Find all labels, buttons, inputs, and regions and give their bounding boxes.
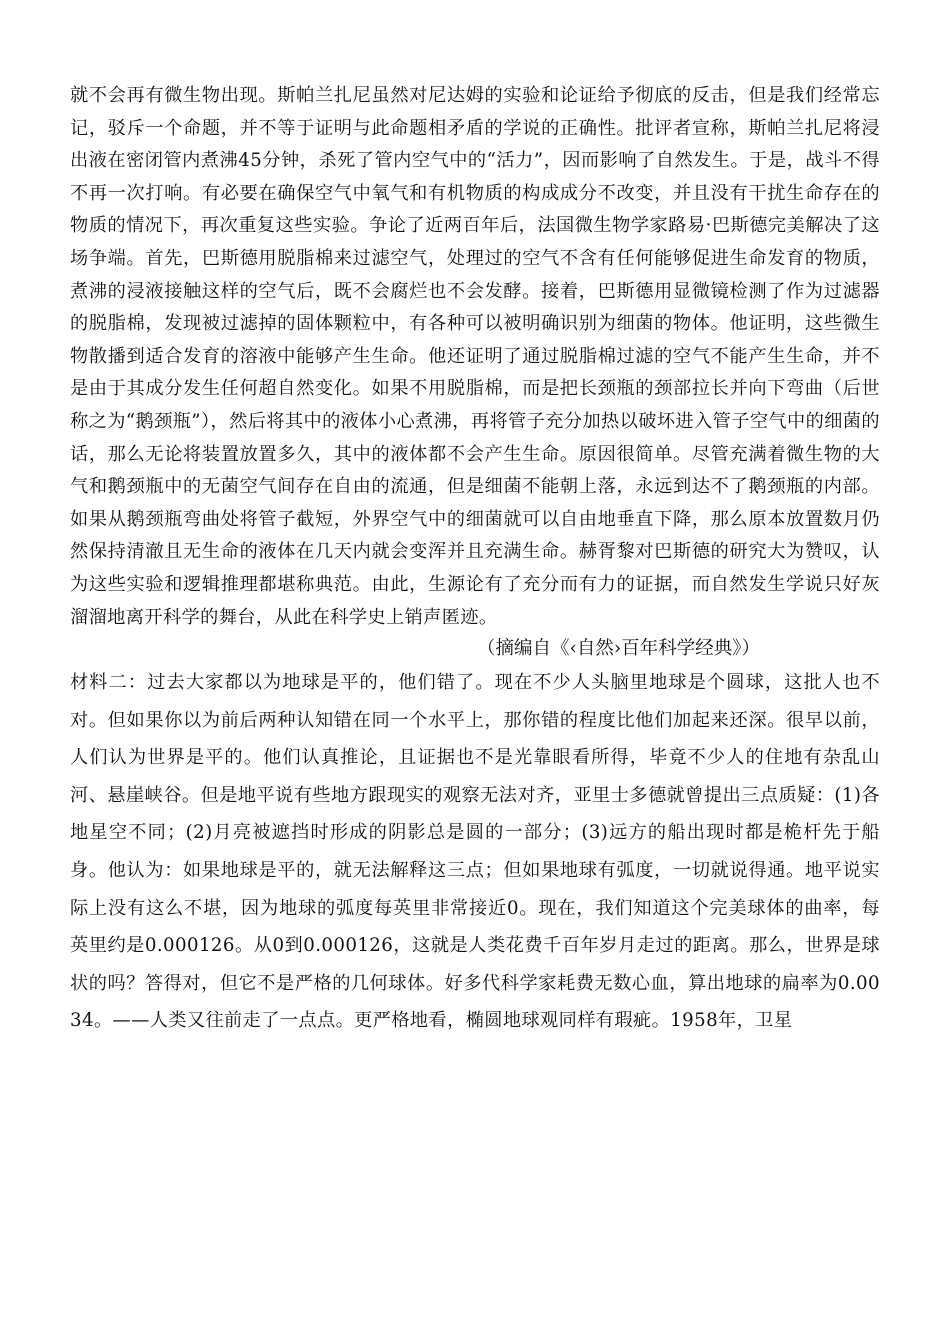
material-two-paragraph: 材料二：过去大家都以为地球是平的，他们错了。现在不少人头脑里地球是个圆球，这批人也不对。但如果你以为前后两种认知错在同一个水平上，那你错的程度比他们加起来还深。很早以前，人们认为世界是平的。他们认真推论，且证据也不是光靠眼看所得，毕竟不少人的住地有杂乱山河、悬崖峡谷。但是地平说有些地方跟现实的观察无法对齐，亚里士多德就曾提出三点质疑：(1)各地星空不同；(2)月亮被遮挡时形成的阴影总是圆的一部分；(3)远方的船出现时都是桅杆先于船身。他认为：如果地球是平的，就无法解释这三点；但如果地球有弧度，一切就说得通。地平说实际上没有这么不堪，因为地球的弧度每英里非常接近0。现在，我们知道这个完美球体的曲率，每英里约是0.000126。从0到0.000126，这就是人类花费千百年岁月走过的距离。那么，世界是球状的吗？答得对，但它不是严格的几何球体。好多代科学家耗费无数心血，算出地球的扁率为0.0034。——人类又往前走了一点点。更严格地看，椭圆地球观同样有瑕疵。1958年，卫星 [70, 672, 880, 1032]
source-citation: （摘编自《‹自然›百年科学经典》） [476, 638, 760, 660]
material-one-paragraph: 就不会再有微生物出现。斯帕兰扎尼虽然对尼达姆的实验和论证给予彻底的反击，但是我们经常忘记，驳斥一个命题，并不等于证明与此命题相矛盾的学说的正确性。批评者宣称，斯帕兰扎尼将浸出液在密闭管内煮沸45分钟，杀死了管内空气中的“活力”，因而影响了自然发生。于是，战斗不得不再一次打响。有必要在确保空气中氧气和有机物质的构成成分不改变，并且没有干扰生命存在的物质的情况下，再次重复这些实验。争论了近两百年后，法国微生物学家路易·巴斯德完美解决了这场争端。首先，巴斯德用脱脂棉来过滤空气，处理过的空气不含有任何能够促进生命发育的物质，煮沸的浸液接触这样的空气后，既不会腐烂也不会发酵。接着，巴斯德用显微镜检测了作为过滤器的脱脂棉，发现被过滤掉的固体颗粒中，有各种可以被明确识别为细菌的物体。他证明，这些微生物散播到适合发育的溶液中能够产生生命。他还证明了通过脱脂棉过滤的空气不能产生生命，并不是由于其成分发生任何超自然变化。如果不用脱脂棉，而是把长颈瓶的颈部拉长并向下弯曲（后世称之为“鹅颈瓶”），然后将其中的液体小心煮沸，再将管子充分加热以破坏进入管子空气中的细菌的话，那么无论将装置放置多久，其中的液体都不会产生生命。原因很简单。尽管充满着微生物的大气和鹅颈瓶中的无菌空气间存在自由的流通，但是细菌不能朝上落，永远到达不了鹅颈瓶的内部。如果从鹅颈瓶弯曲处将管子截短，外界空气中的细菌就可以自由地垂直下降，那么原本放置数月仍然保持清澈且无生命的液体在几天内就会变浑并且充满生命。赫胥黎对巴斯德的研究大为赞叹，认为这些实验和逻辑推理都堪称典范。由此，生源论有了充分而有力的证据，而自然发生学说只好灰溜溜地离开科学的舞台，从此在科学史上销声匿迹。 [70, 85, 880, 628]
